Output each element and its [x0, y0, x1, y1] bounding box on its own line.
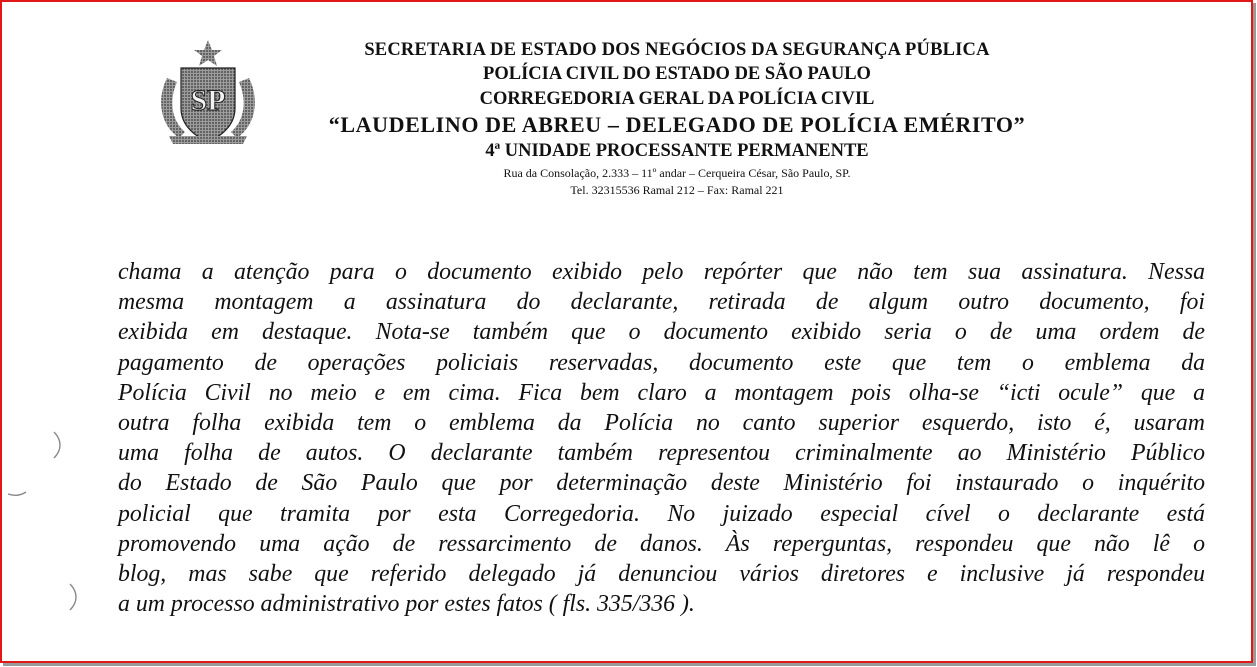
document-body [118, 257, 1205, 619]
letterhead-secretaria: SECRETARIA DE ESTADO DOS NEGÓCIOS DA SEGURANÇA PÚBLICA [364, 40, 990, 60]
letterhead-corregedoria: CORREGEDORIA GERAL DA POLÍCIA CIVIL [479, 89, 875, 109]
body-line: blog, mas sabe que referido delegado já denunciou vários diretores e inclusive já respondeu [118, 561, 1205, 588]
body-line: Polícia Civil no meio e em cima. Fica bem claro a montagem pois olha-se “icti ocule” que a [118, 379, 1205, 406]
body-line: outra folha exibida tem o emblema da Polícia no canto superior esquerdo, isto é, usaram [118, 410, 1205, 437]
body-line: pagamento de operações policiais reservadas, documento este que tem o emblema da [118, 349, 1205, 376]
svg-text:SP: SP [190, 84, 226, 117]
letterhead-phone: Tel. 32315536 Ramal 212 – Fax: Ramal 221 [570, 183, 784, 197]
letterhead-policia-civil: POLÍCIA CIVIL DO ESTADO DE SÃO PAULO [483, 64, 871, 84]
letterhead-address: Rua da Consolação, 2.333 – 11º andar – Cerqueira César, São Paulo, SP. [503, 166, 851, 180]
body-line: promovendo uma ação de ressarcimento de danos. Às reperguntas, respondeu que não lê o [118, 530, 1205, 557]
letterhead-unidade: 4ª UNIDADE PROCESSANTE PERMANENTE [485, 141, 869, 161]
binder-mark-icon [6, 480, 28, 510]
body-line: chama a atenção para o documento exibido pelo repórter que não tem sua assinatura. Nessa [118, 259, 1205, 285]
letterhead-homenageado: “LAUDELINO DE ABREU – DELEGADO DE POLÍCIA EMÉRITO” [328, 112, 1026, 137]
coat-of-arms-icon [155, 38, 261, 146]
letterhead [292, 38, 1062, 198]
body-line: mesma montagem a assinatura do declarante, retirada de algum outro documento, foi [118, 289, 1205, 316]
body-line: policial que tramita por esta Corregedoria. No juizado especial cível o declarante está [118, 500, 1205, 527]
body-line: uma folha de autos. O declarante também representou criminalmente ao Ministério Público [118, 440, 1205, 467]
body-line: a um processo administrativo por estes fatos ( fls. 335/336 ). [118, 591, 695, 618]
binder-mark-icon [50, 430, 64, 460]
binder-mark-icon [66, 582, 80, 612]
body-line: exibida em destaque. Nota-se também que o documento exibido seria o de uma ordem de [118, 319, 1205, 346]
body-line: do Estado de São Paulo que por determinação deste Ministério foi instaurado o inquérito [118, 470, 1205, 497]
